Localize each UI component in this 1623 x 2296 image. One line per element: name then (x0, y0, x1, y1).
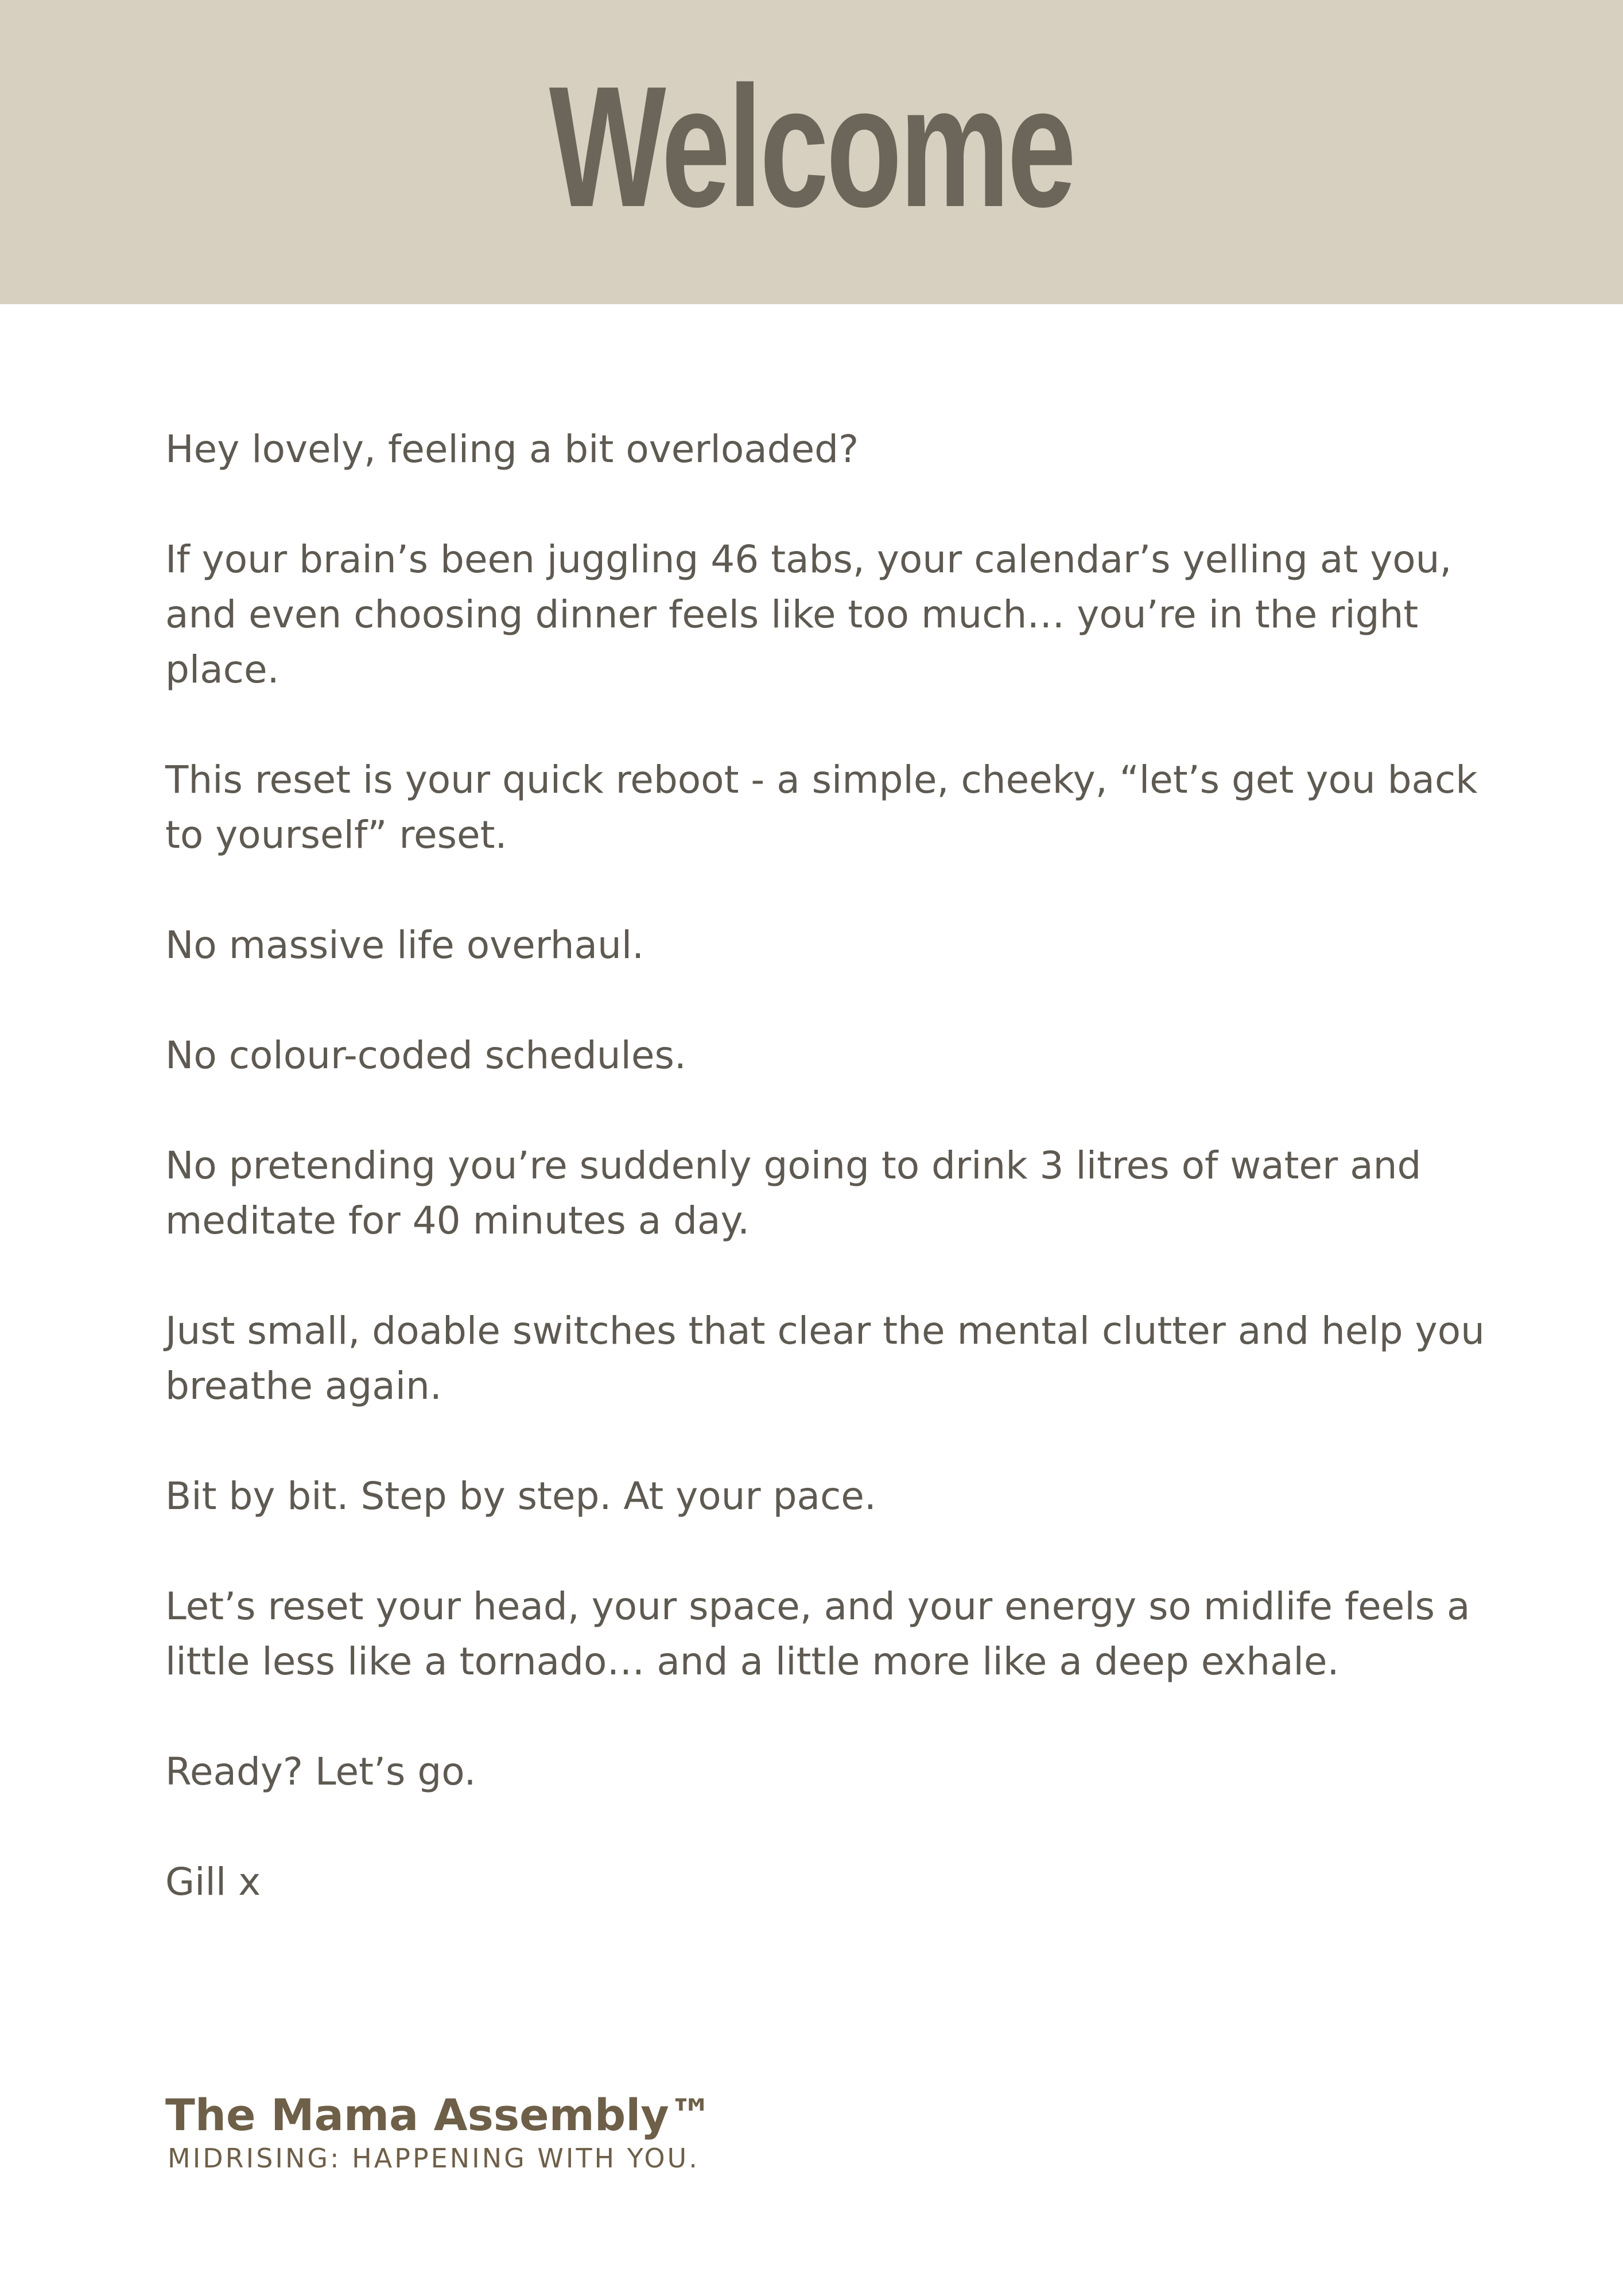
brand-name: The Mama Assembly™ (165, 2089, 713, 2140)
paragraph-small-switches: Just small, doable switches that clear the mental clutter and help you breathe again. (165, 1309, 1485, 1408)
signature: Gill x (165, 1860, 261, 1904)
footer-brand-block (165, 2089, 713, 2175)
brand-tagline: MIDRISING: HAPPENING WITH YOU. (168, 2143, 700, 2174)
paragraph-overload: If your brain’s been juggling 46 tabs, your calendar’s yelling at you, and even choosing dinner feels like too much… you’re in the right place. (165, 537, 1452, 692)
paragraph-reset-intro: This reset is your quick reboot - a simple, cheeky, “let’s get you back to yourself” reset. (165, 758, 1478, 857)
page-title: Welcome (549, 50, 1074, 243)
paragraph-no-overhaul: No massive life overhaul. (165, 923, 644, 967)
paragraph-no-pretending: No pretending you’re suddenly going to drink 3 litres of water and meditate for 40 minutes a day. (165, 1143, 1422, 1243)
paragraph-reset-head: Let’s reset your head, your space, and your energy so midlife feels a little less like a tornado… and a little more like a deep exhale. (165, 1584, 1470, 1684)
paragraph-ready: Ready? Let’s go. (165, 1750, 476, 1794)
letter-body (165, 422, 1485, 1965)
paragraph-bit-by-bit: Bit by bit. Step by step. At your pace. (165, 1474, 876, 1518)
header-banner (0, 0, 1623, 304)
paragraph-greeting: Hey lovely, feeling a bit overloaded? (165, 427, 859, 471)
paragraph-no-schedules: No colour-coded schedules. (165, 1033, 686, 1077)
